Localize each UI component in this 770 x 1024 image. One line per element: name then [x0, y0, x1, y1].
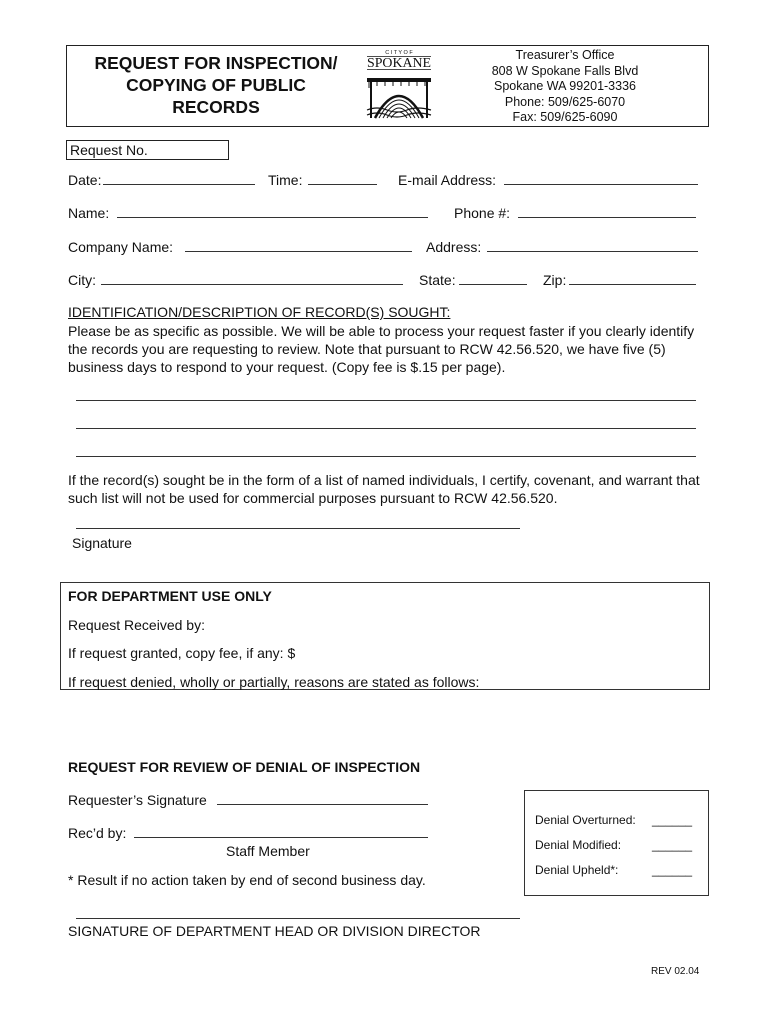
denial-upheld-field[interactable]: ______ [652, 863, 693, 877]
denial-upheld-label: Denial Upheld*: [535, 863, 619, 877]
address-label: Address: [426, 239, 482, 255]
phone-label: Phone #: [454, 205, 511, 221]
time-field[interactable] [308, 184, 377, 185]
request-received-label: Request Received by: [68, 617, 205, 633]
title-line-2: COPYING OF PUBLIC [126, 75, 306, 95]
department-heading: FOR DEPARTMENT USE ONLY [68, 588, 272, 604]
office-city: Spokane WA 99201-3336 [493, 79, 636, 93]
request-no-field[interactable] [66, 140, 229, 160]
request-no-label: Request No. [70, 142, 148, 158]
office-name: Treasurer’s Office [515, 48, 615, 62]
copy-fee-label: If request granted, copy fee, if any: $ [68, 645, 296, 661]
office-address [470, 48, 660, 126]
review-heading: REQUEST FOR REVIEW OF DENIAL OF INSPECTION [68, 759, 421, 775]
requester-signature-field[interactable] [217, 804, 428, 805]
email-field[interactable] [504, 184, 698, 185]
description-line-3[interactable] [76, 456, 696, 457]
city-field[interactable] [101, 284, 403, 285]
denial-reasons-label: If request denied, wholly or partially, reasons are stated as follows: [68, 674, 480, 690]
director-signature-field[interactable] [76, 918, 520, 919]
director-signature-label: SIGNATURE OF DEPARTMENT HEAD OR DIVISION DIRECTOR [68, 923, 481, 939]
office-phone: Phone: 509/625-6070 [504, 94, 626, 109]
phone-field[interactable] [518, 217, 696, 218]
zip-label: Zip: [543, 272, 567, 288]
company-field[interactable] [185, 251, 412, 252]
certification-text: If the record(s) sought be in the form of a list of named individuals, I certify, covenant, and warrant that such list will not be used for commercial purposes pursuant to RCW 42.56.520. [68, 472, 700, 506]
description-line-2[interactable] [76, 428, 696, 429]
signature-field[interactable] [76, 528, 520, 529]
city-label: City: [68, 272, 96, 288]
recd-by-label: Rec’d by: [68, 825, 127, 841]
date-field[interactable] [103, 184, 255, 185]
revision-label: REV 02.04 [651, 966, 700, 977]
address-field[interactable] [487, 251, 698, 252]
date-label: Date: [68, 172, 102, 188]
denial-overturned-label: Denial Overturned: [535, 813, 636, 827]
logo-name: SPOKANE [367, 55, 431, 70]
office-street: 808 W Spokane Falls Blvd [491, 63, 639, 78]
time-label: Time: [268, 172, 303, 188]
state-field[interactable] [459, 284, 527, 285]
denial-modified-label: Denial Modified: [535, 838, 622, 852]
identification-instructions: Please be as specific as possible. We will be able to process your request faster if you clearly identify the records you are requesting to review. Note that pursuant to RCW 42.56.520, we have five (5) business days to respond to your request. (Copy fee is $.15 per page). [68, 323, 695, 375]
email-label: E-mail Address: [398, 172, 497, 188]
recd-by-field[interactable] [134, 837, 428, 838]
title-line-1: REQUEST FOR INSPECTION/ [94, 53, 338, 73]
title-line-3: RECORDS [172, 97, 260, 117]
identification-heading: IDENTIFICATION/DESCRIPTION OF RECORD(S) SOUGHT: [68, 304, 451, 320]
city-of-spokane-logo [365, 48, 433, 124]
name-field[interactable] [117, 217, 428, 218]
staff-member-label: Staff Member [226, 843, 310, 859]
office-fax: Fax: 509/625-6090 [512, 110, 618, 124]
logo-top-text: C I T Y O F [385, 50, 413, 56]
form-title [70, 52, 362, 118]
state-label: State: [419, 272, 456, 288]
name-label: Name: [68, 205, 110, 221]
signature-label: Signature [72, 535, 132, 551]
company-label: Company Name: [68, 239, 174, 255]
denial-overturned-field[interactable]: ______ [652, 813, 693, 827]
result-note: * Result if no action taken by end of second business day. [68, 872, 426, 888]
description-line-1[interactable] [76, 400, 696, 401]
requester-signature-label: Requester’s Signature [68, 792, 207, 808]
zip-field[interactable] [569, 284, 696, 285]
denial-modified-field[interactable]: ______ [652, 838, 693, 852]
